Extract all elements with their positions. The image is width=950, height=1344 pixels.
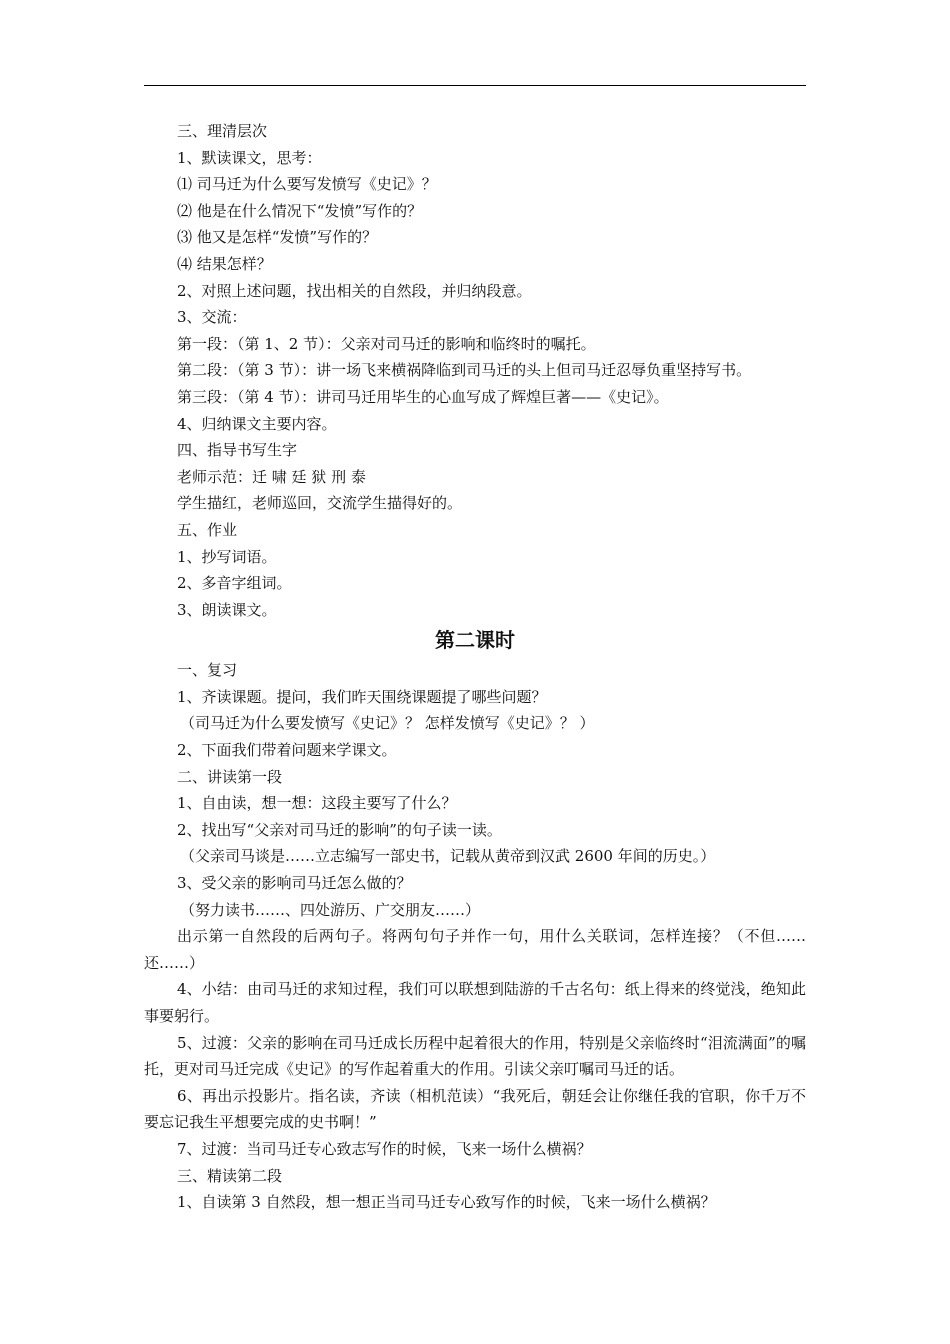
header-rule [144, 85, 806, 86]
text-line: 学生描红，老师巡回，交流学生描得好的。 [177, 494, 463, 513]
text-line: 1、默读课文，思考： [177, 148, 322, 167]
section-two [144, 657, 806, 1215]
paragraph: 出示第一自然段的后两句子。将两句句子并作一句，用什么关联词，怎样连接？（不但……还……） [144, 927, 806, 972]
text-line: 一、复习 [177, 661, 238, 680]
text-line: 3、朗读课文。 [177, 600, 277, 619]
text-line: 第三段：（第 4 节）：讲司马迁用毕生的心血写成了辉煌巨著——《史记》。 [177, 387, 669, 406]
text-line: 3、交流： [177, 308, 247, 327]
paragraph: 5、过渡：父亲的影响在司马迁成长历程中起着很大的作用，特别是父亲临终时“泪流满面”的嘱托，更对司马迁完成《史记》的写作起着重大的作用。引读父亲叮嘱司马迁的话。 [144, 1033, 806, 1079]
text-line: 三、理清层次 [177, 122, 268, 140]
text-line: （司马迁为什么要发愤写《史记》？ 怎样发愤写《史记》？ ） [180, 714, 595, 733]
text-line: 2、下面我们带着问题来学课文。 [177, 741, 397, 760]
text-line: ⑴ 司马迁为什么要写发愤写《史记》？ [177, 175, 437, 194]
text-line: 三、精读第二段 [177, 1166, 283, 1185]
paragraph: 7、过渡：当司马迁专心致志写作的时候，飞来一场什么横祸？ [177, 1139, 592, 1158]
paragraph: 6、再出示投影片。指名读，齐读（相机范读）“我死后，朝廷会让你继任我的官职，你千万不要忘记我生平想要完成的史书啊！” [144, 1086, 806, 1132]
section-one [144, 118, 806, 623]
text-line: 二、讲读第一段 [177, 767, 283, 786]
text-line: 2、找出写“父亲对司马迁的影响”的句子读一读。 [177, 820, 502, 839]
lesson-heading: 第二课时 [435, 628, 515, 653]
text-line: 1、抄写词语。 [177, 547, 277, 566]
text-line: 四、指导书写生字 [177, 441, 298, 460]
text-line: 4、归纳课文主要内容。 [177, 414, 337, 433]
text-line: 1、自由读，想一想：这段主要写了什么？ [177, 794, 457, 813]
text-line: 2、对照上述问题，找出相关的自然段，并归纳段意。 [177, 281, 532, 300]
text-line: 五、作业 [177, 520, 238, 539]
document-body [144, 118, 806, 1216]
text-line: 3、受父亲的影响司马迁怎么做的？ [177, 874, 412, 893]
text-line: ⑵ 他是在什么情况下“发愤”写作的？ [177, 201, 423, 220]
text-line: （父亲司马谈是……立志编写一部史书，记载从黄帝到汉武 2600 年间的历史。） [180, 847, 716, 866]
text-line: （努力读书……、四处游历、广交朋友……） [180, 900, 481, 919]
text-line: ⑷ 结果怎样？ [177, 254, 272, 273]
text-line: 2、多音字组词。 [177, 574, 292, 593]
paragraph: 4、小结：由司马迁的求知过程，我们可以联想到陆游的千古名句：纸上得来的终觉浅，绝知此事要躬行。 [144, 980, 806, 1025]
text-line: 老师示范：迁 啸 廷 狱 刑 泰 [177, 467, 366, 486]
text-line: 第二段：（第 3 节）：讲一场飞来横祸降临到司马迁的头上但司马迁忍辱负重坚持写书。 [177, 361, 752, 380]
text-line: 1、自读第 3 自然段，想一想正当司马迁专心致写作的时候，飞来一场什么横祸？ [177, 1193, 716, 1212]
text-line: ⑶ 他又是怎样“发愤”写作的？ [177, 228, 378, 247]
text-line: 第一段：（第 1、2 节）：父亲对司马迁的影响和临终时的嘱托。 [177, 334, 596, 353]
text-line: 1、齐读课题。提问，我们昨天围绕课题提了哪些问题？ [177, 687, 547, 706]
